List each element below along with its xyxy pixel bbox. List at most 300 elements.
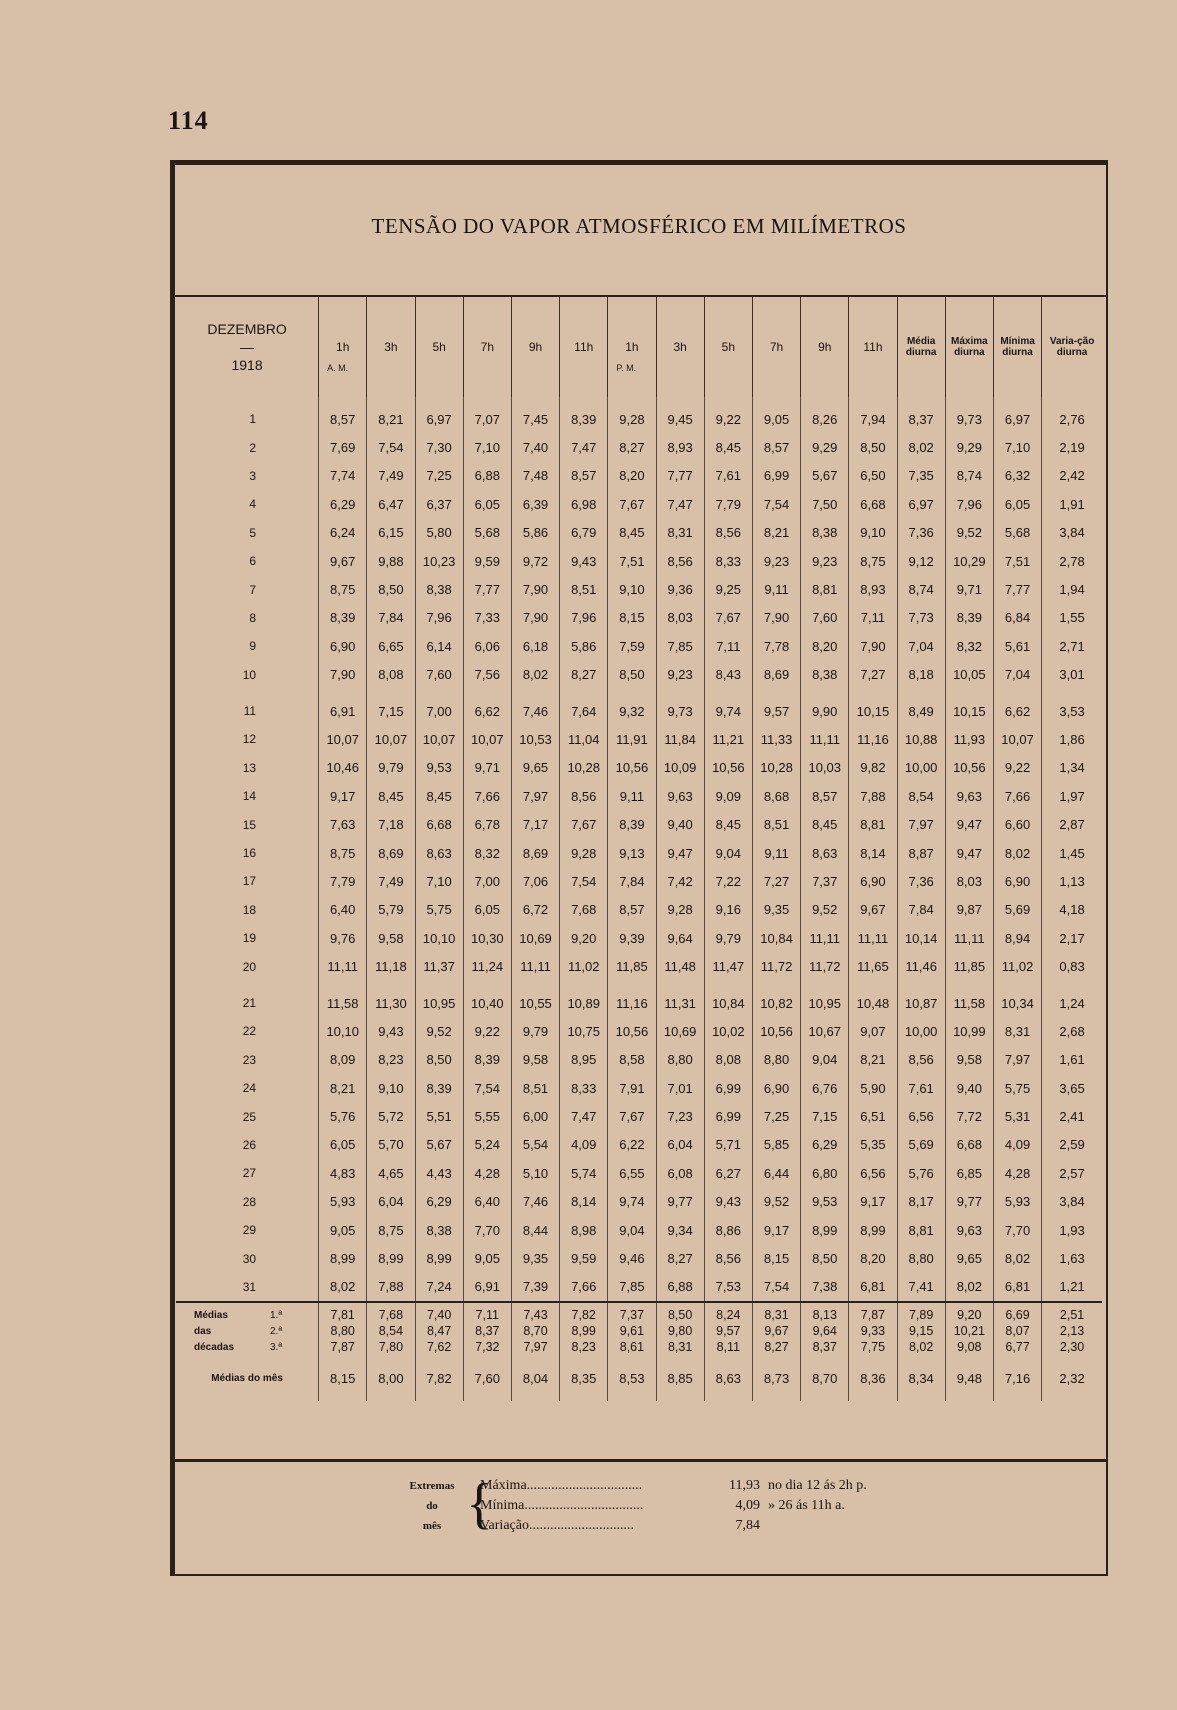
decade-number: 2.ª [270,1325,283,1337]
value-cell: 8,24 [704,1302,752,1323]
minima-header: Mínima diurna [993,297,1041,397]
value-cell: 7,11 [704,632,752,660]
value-cell: 9,79 [704,924,752,952]
value-cell: 1,45 [1042,839,1102,867]
value-cell: 6,78 [463,810,511,838]
value-cell: 5,31 [993,1102,1041,1130]
value-cell: 8,02 [897,433,945,461]
value-cell: 9,04 [608,1216,656,1244]
value-cell: 5,67 [415,1131,463,1159]
value-cell: 7,33 [463,604,511,632]
value-cell: 9,79 [367,754,415,782]
value-cell: 9,05 [319,1216,367,1244]
value-cell: 8,39 [415,1074,463,1102]
value-cell: 6,84 [993,604,1041,632]
value-cell: 10,07 [319,725,367,753]
value-cell: 7,62 [415,1339,463,1355]
month-name: DEZEMBRO [207,321,287,337]
value-cell: 11,72 [752,952,800,980]
media-header: Média diurna [897,297,945,397]
value-cell: 9,11 [608,782,656,810]
value-cell: 5,86 [560,632,608,660]
value-cell: 7,45 [511,405,559,433]
value-cell: 9,40 [656,810,704,838]
value-cell: 8,86 [704,1216,752,1244]
value-cell: 9,04 [801,1046,849,1074]
value-cell: 9,87 [945,896,993,924]
value-cell: 9,34 [656,1216,704,1244]
value-cell: 9,47 [945,839,993,867]
value-cell: 8,31 [752,1302,800,1323]
header-separator [176,397,1102,405]
value-cell: 7,60 [463,1355,511,1401]
value-cell: 9,10 [849,519,897,547]
value-cell: 8,38 [415,1216,463,1244]
table-row [176,604,1102,632]
value-cell: 6,05 [463,490,511,518]
decade-label: das [194,1325,212,1337]
value-cell: 8,50 [849,433,897,461]
value-cell: 6,90 [849,867,897,895]
value-cell: 6,81 [993,1273,1041,1302]
value-cell: 8,85 [656,1355,704,1401]
value-cell: 7,77 [656,462,704,490]
value-cell: 10,67 [801,1017,849,1045]
value-cell: 10,69 [511,924,559,952]
value-cell: 7,96 [560,604,608,632]
value-cell: 9,73 [656,697,704,725]
value-cell: 2,68 [1042,1017,1102,1045]
day-cell: 29 [242,1223,257,1238]
gap-cell [319,689,367,697]
value-cell: 7,00 [463,867,511,895]
value-cell: 10,95 [415,989,463,1017]
value-cell: 9,35 [752,896,800,924]
gap-cell [608,981,656,989]
value-cell: 9,67 [849,896,897,924]
value-cell: 8,09 [319,1046,367,1074]
value-cell: 7,64 [560,697,608,725]
day-cell: 30 [242,1251,257,1266]
value-cell: 7,04 [993,661,1041,689]
value-cell: 11,93 [945,725,993,753]
day-cell: 20 [242,959,257,974]
value-cell: 7,35 [897,462,945,490]
hour-header: 1h A. M. [319,297,367,397]
value-cell: 4,43 [415,1159,463,1187]
value-cell: 10,15 [945,697,993,725]
value-cell: 6,97 [993,405,1041,433]
gap-cell [608,689,656,697]
value-cell: 7,17 [511,810,559,838]
value-cell: 5,86 [511,519,559,547]
value-cell: 1,55 [1042,604,1102,632]
value-cell: 6,24 [319,519,367,547]
value-cell: 11,48 [656,952,704,980]
value-cell: 2,71 [1042,632,1102,660]
decade-label-cell [176,1302,319,1323]
header-row [176,297,1102,397]
day-cell: 14 [242,789,257,804]
value-cell: 6,62 [463,697,511,725]
value-cell: 6,90 [752,1074,800,1102]
value-cell: 11,24 [463,952,511,980]
value-cell: 8,93 [849,575,897,603]
value-cell: 8,33 [560,1074,608,1102]
value-cell: 7,87 [319,1339,367,1355]
gap-cell [367,689,415,697]
day-cell: 23 [242,1052,257,1067]
value-cell: 10,56 [704,754,752,782]
value-cell: 11,18 [367,952,415,980]
day-cell: 18 [242,902,257,917]
value-cell: 7,70 [993,1216,1041,1244]
day-cell: 3 [249,468,257,483]
value-cell: 5,51 [415,1102,463,1130]
value-cell: 11,33 [752,725,800,753]
value-cell: 7,07 [463,405,511,433]
value-cell: 2,32 [1042,1355,1102,1401]
value-cell: 8,99 [319,1244,367,1272]
value-cell: 8,99 [415,1244,463,1272]
value-cell: 9,20 [945,1302,993,1323]
value-cell: 9,43 [560,547,608,575]
value-cell: 8,20 [849,1244,897,1272]
value-cell: 9,22 [463,1017,511,1045]
value-cell: 9,10 [367,1074,415,1102]
value-cell: 9,15 [897,1323,945,1339]
value-cell: 9,28 [560,839,608,867]
value-cell: 5,85 [752,1131,800,1159]
value-cell: 7,97 [511,1339,559,1355]
value-cell: 7,67 [608,1102,656,1130]
value-cell: 9,48 [945,1355,993,1401]
value-cell: 6,32 [993,462,1041,490]
value-cell: 7,18 [367,810,415,838]
value-cell: 8,45 [415,782,463,810]
value-cell: 5,67 [801,462,849,490]
value-cell: 5,70 [367,1131,415,1159]
gap-cell [704,981,752,989]
value-cell: 5,90 [849,1074,897,1102]
value-cell: 11,11 [511,952,559,980]
value-cell: 10,84 [704,989,752,1017]
value-cell: 8,54 [367,1323,415,1339]
value-cell: 8,32 [945,632,993,660]
value-cell: 9,57 [752,697,800,725]
value-cell: 7,84 [367,604,415,632]
day-cell: 21 [242,996,257,1010]
value-cell: 8,54 [897,782,945,810]
value-cell: 7,47 [560,1102,608,1130]
value-cell: 8,63 [704,1355,752,1401]
value-cell: 7,67 [704,604,752,632]
value-cell: 7,88 [367,1273,415,1302]
value-cell: 2,17 [1042,924,1102,952]
value-cell: 6,90 [319,632,367,660]
value-cell: 8,94 [993,924,1041,952]
value-cell: 9,90 [801,697,849,725]
value-cell: 8,23 [560,1339,608,1355]
value-cell: 10,88 [897,725,945,753]
gap-cell [656,689,704,697]
value-cell: 5,72 [367,1102,415,1130]
value-cell: 7,25 [415,462,463,490]
value-cell: 5,74 [560,1159,608,1187]
value-cell: 6,05 [463,896,511,924]
value-cell: 10,75 [560,1017,608,1045]
table-row [176,519,1102,547]
value-cell: 6,98 [560,490,608,518]
table-frame [170,160,1108,1576]
value-cell: 4,28 [463,1159,511,1187]
table-row [176,782,1102,810]
value-cell: 8,98 [560,1216,608,1244]
value-cell: 6,04 [367,1188,415,1216]
value-cell: 8,02 [993,1244,1041,1272]
value-cell: 9,52 [752,1188,800,1216]
day-cell: 31 [242,1279,257,1294]
value-cell: 8,69 [752,661,800,689]
value-cell: 9,47 [945,810,993,838]
gap-cell [1042,689,1102,697]
value-cell: 7,54 [752,490,800,518]
month-mean-label: Médias do mês [211,1372,283,1384]
value-cell: 8,33 [704,547,752,575]
gap-cell [945,689,993,697]
value-cell: 10,84 [752,924,800,952]
value-cell: 6,56 [897,1102,945,1130]
value-cell: 6,62 [993,697,1041,725]
value-cell: 5,61 [993,632,1041,660]
value-cell: 1,13 [1042,867,1102,895]
value-cell: 8,27 [560,661,608,689]
value-cell: 7,90 [752,604,800,632]
value-cell: 11,04 [560,725,608,753]
value-cell: 11,65 [849,952,897,980]
value-cell: 8,57 [319,405,367,433]
value-cell: 7,48 [511,462,559,490]
value-cell: 10,07 [367,725,415,753]
value-cell: 6,05 [993,490,1041,518]
extreme-max: Máxima................................. 11,93 no dia 12 ás 2h p. [480,1478,867,1493]
value-cell: 8,15 [608,604,656,632]
value-cell: 7,46 [511,1188,559,1216]
table-body [176,397,1102,1401]
value-cell: 5,75 [993,1074,1041,1102]
value-cell: 8,50 [656,1302,704,1323]
value-cell: 7,90 [511,604,559,632]
value-cell: 5,76 [319,1102,367,1130]
value-cell: 7,69 [319,433,367,461]
value-cell: 8,07 [993,1323,1041,1339]
value-cell: 9,71 [463,754,511,782]
gap-cell [560,981,608,989]
decade-mean-row [176,1323,1102,1339]
value-cell: 11,16 [608,989,656,1017]
value-cell: 7,63 [319,810,367,838]
value-cell: 6,68 [849,490,897,518]
value-cell: 7,78 [752,632,800,660]
value-cell: 8,57 [608,896,656,924]
decade-number: 1.ª [270,1309,283,1321]
gap-cell [463,689,511,697]
value-cell: 7,49 [367,462,415,490]
value-cell: 11,47 [704,952,752,980]
value-cell: 6,99 [704,1102,752,1130]
value-cell: 9,17 [752,1216,800,1244]
value-cell: 8,32 [463,839,511,867]
value-cell: 10,10 [319,1017,367,1045]
value-cell: 8,31 [993,1017,1041,1045]
extremes-section [172,1459,1106,1574]
gap-cell [945,981,993,989]
gap-cell [849,689,897,697]
value-cell: 11,21 [704,725,752,753]
value-cell: 8,38 [415,575,463,603]
value-cell: 6,22 [608,1131,656,1159]
value-cell: 9,23 [801,547,849,575]
value-cell: 9,52 [415,1017,463,1045]
decade-mean-row [176,1302,1102,1323]
value-cell: 9,52 [945,519,993,547]
value-cell: 8,56 [704,519,752,547]
value-cell: 7,81 [319,1302,367,1323]
value-cell: 8,08 [704,1046,752,1074]
value-cell: 6,39 [511,490,559,518]
value-cell: 6,68 [945,1131,993,1159]
gap-cell [367,981,415,989]
value-cell: 7,82 [415,1355,463,1401]
value-cell: 9,28 [656,896,704,924]
value-cell: 6,27 [704,1159,752,1187]
value-cell: 9,58 [945,1046,993,1074]
value-cell: 9,23 [752,547,800,575]
value-cell: 6,79 [560,519,608,547]
value-cell: 8,56 [560,782,608,810]
value-cell: 7,79 [319,867,367,895]
value-cell: 11,84 [656,725,704,753]
value-cell: 8,23 [367,1046,415,1074]
decade-label-cell [176,1323,319,1339]
value-cell: 8,75 [319,839,367,867]
value-cell: 6,51 [849,1102,897,1130]
value-cell: 8,45 [608,519,656,547]
value-cell: 8,15 [319,1355,367,1401]
hour-header: 7h [752,297,800,397]
value-cell: 9,39 [608,924,656,952]
value-cell: 10,00 [897,1017,945,1045]
value-cell: 7,47 [560,433,608,461]
value-cell: 9,45 [656,405,704,433]
gap-cell [849,981,897,989]
table-row [176,1159,1102,1187]
value-cell: 8,73 [752,1355,800,1401]
value-cell: 10,95 [801,989,849,1017]
value-cell: 10,82 [752,989,800,1017]
value-cell: 1,21 [1042,1273,1102,1302]
value-cell: 5,76 [897,1159,945,1187]
value-cell: 8,69 [511,839,559,867]
value-cell: 8,02 [511,661,559,689]
value-cell: 10,55 [511,989,559,1017]
value-cell: 9,33 [849,1323,897,1339]
value-cell: 8,17 [897,1188,945,1216]
separator-cell [945,397,993,405]
separator-cell [560,397,608,405]
value-cell: 8,70 [801,1355,849,1401]
value-cell: 8,27 [608,433,656,461]
value-cell: 3,65 [1042,1074,1102,1102]
value-cell: 6,68 [415,810,463,838]
value-cell: 6,99 [752,462,800,490]
value-cell: 5,68 [993,519,1041,547]
day-cell: 24 [242,1081,257,1096]
separator-cell [608,397,656,405]
value-cell: 10,05 [945,661,993,689]
separator-cell [511,397,559,405]
value-cell: 7,36 [897,519,945,547]
value-cell: 6,99 [704,1074,752,1102]
value-cell: 8,49 [897,697,945,725]
value-cell: 9,23 [656,661,704,689]
value-cell: 7,97 [897,810,945,838]
value-cell: 8,21 [849,1046,897,1074]
value-cell: 8,74 [945,462,993,490]
value-cell: 8,04 [511,1355,559,1401]
value-cell: 9,36 [656,575,704,603]
gap-cell [801,981,849,989]
gap-cell [704,689,752,697]
value-cell: 1,63 [1042,1244,1102,1272]
value-cell: 7,40 [511,433,559,461]
value-cell: 10,99 [945,1017,993,1045]
brace-icon: { [466,1473,493,1535]
value-cell: 7,39 [511,1273,559,1302]
hour-header: 5h [415,297,463,397]
value-cell: 10,07 [993,725,1041,753]
value-cell: 7,54 [463,1074,511,1102]
day-cell: 7 [249,582,257,597]
table-row [176,810,1102,838]
value-cell: 4,09 [560,1131,608,1159]
value-cell: 10,40 [463,989,511,1017]
value-cell: 9,58 [367,924,415,952]
value-cell: 8,37 [897,405,945,433]
value-cell: 6,88 [656,1273,704,1302]
value-cell: 9,47 [656,839,704,867]
value-cell: 1,93 [1042,1216,1102,1244]
value-cell: 11,85 [608,952,656,980]
value-cell: 7,80 [367,1339,415,1355]
value-cell: 6,18 [511,632,559,660]
value-cell: 8,99 [849,1216,897,1244]
hour-header: 9h [511,297,559,397]
value-cell: 10,23 [415,547,463,575]
value-cell: 6,04 [656,1131,704,1159]
value-cell: 9,71 [945,575,993,603]
table-row [176,462,1102,490]
value-cell: 10,87 [897,989,945,1017]
value-cell: 5,75 [415,896,463,924]
value-cell: 8,61 [608,1339,656,1355]
value-cell: 2,13 [1042,1323,1102,1339]
value-cell: 6,80 [801,1159,849,1187]
table-row [176,725,1102,753]
value-cell: 9,61 [608,1323,656,1339]
separator-cell [656,397,704,405]
gap-cell [319,981,367,989]
